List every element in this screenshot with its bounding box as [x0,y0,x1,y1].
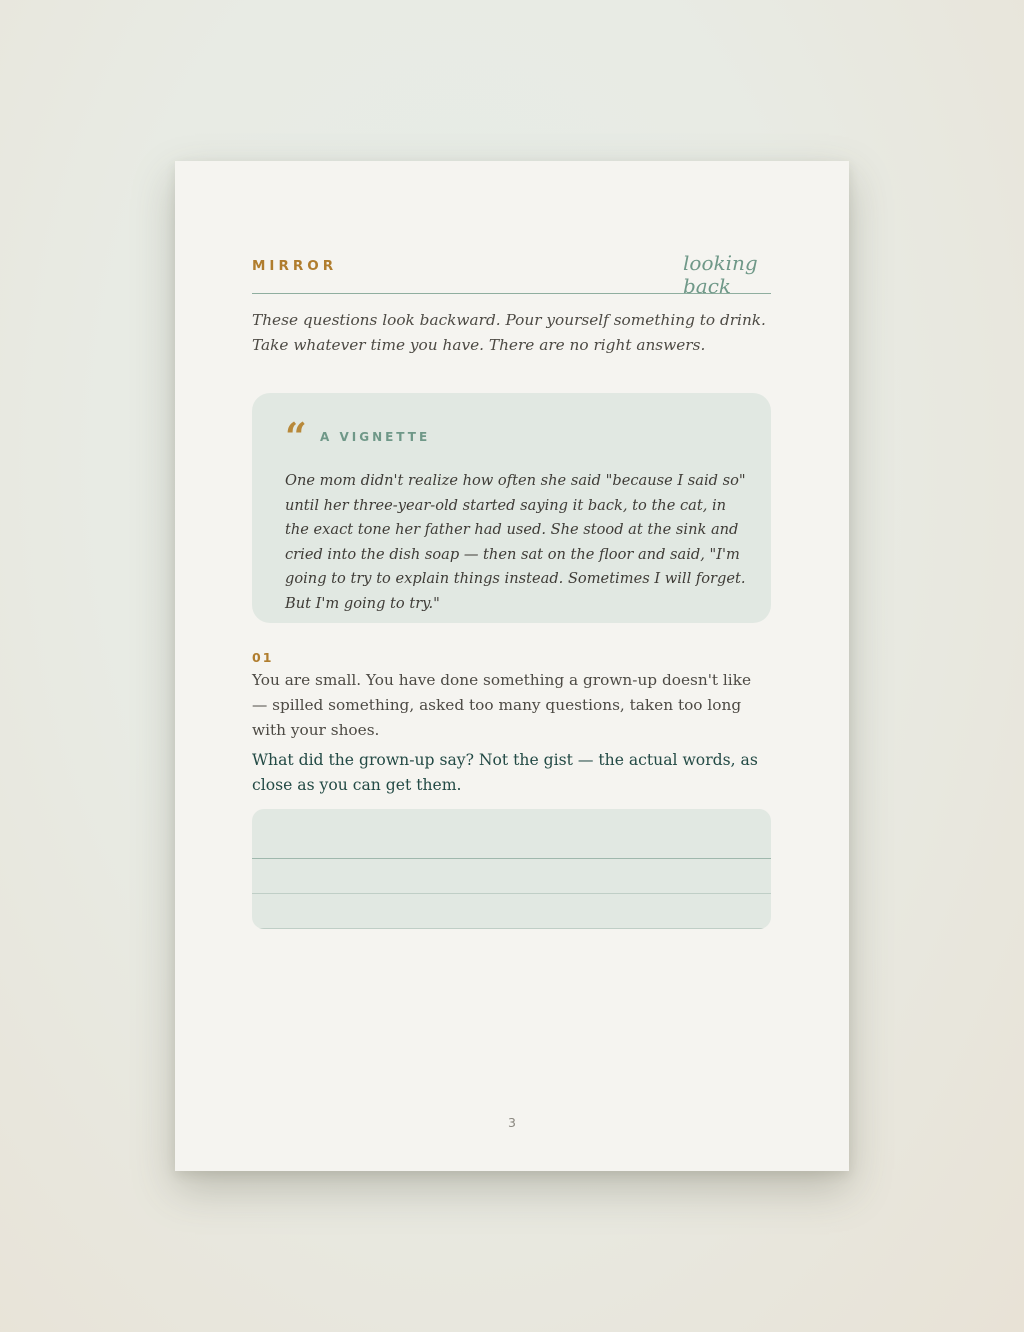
answer-line [252,893,771,894]
page-header [252,247,771,298]
page-number: 3 [508,1115,516,1130]
answer-writing-area[interactable] [252,809,771,929]
question-number: 01 [252,650,274,665]
vignette-kicker: A VIGNETTE [320,430,431,444]
intro-text: These questions look backward. Pour yourself something to drink. Take whatever time you have. There are no right answers. [252,311,766,354]
answer-line [252,928,771,929]
answer-line [252,858,771,859]
question-prompt: What did the grown-up say? Not the gist — the actual words, as close as you can get them. [252,751,758,794]
section-subtitle: looking back [683,251,758,298]
section-label: MIRROR [252,258,338,274]
question-scenario: You are small. You have done something a grown-up doesn't like — spilled something, asked too many questions, taken too long with your shoes. [252,671,752,739]
vignette-card [252,393,771,623]
quote-mark-icon: “ [285,414,307,459]
vignette-text: One mom didn't realize how often she said "because I said so" until her three-year-old started saying it back, to the cat, in the exact tone her father had used. She stood at the sink and cried into the dish soap — then sat on the floor and said, "I'm going to try to explain things instead. Sometimes I will forget. But I'm going to try." [285,472,746,612]
workbook-page [175,161,849,1171]
